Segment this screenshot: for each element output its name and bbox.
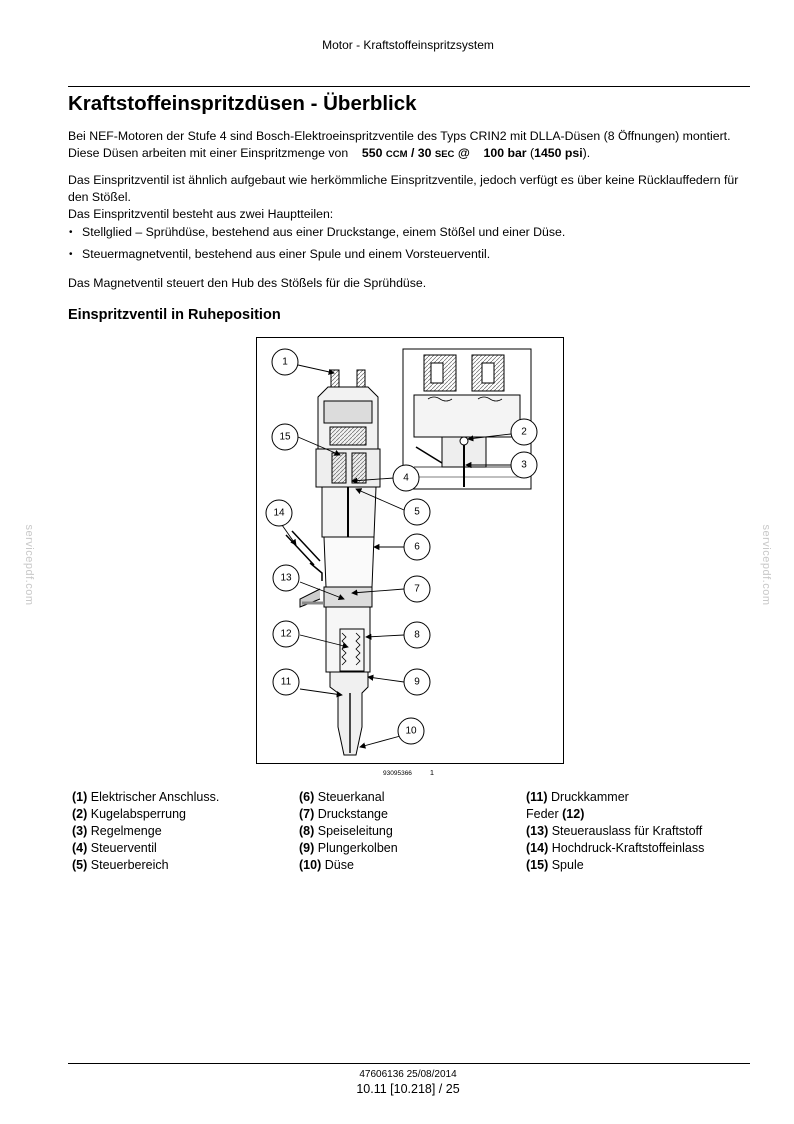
legend-column-3: [526, 789, 704, 874]
intro-text: Bei NEF-Motoren der Stufe 4 sind Bosch-Elektroeinspritzventile des Typs CRIN2 mit DLLA-Düsen (8 Öffnungen) montiert. Diese Düsen arbeiten mit einer Einspritzmenge von: [68, 129, 731, 160]
legend-column-1: [72, 789, 219, 874]
intro-paragraph: [68, 128, 750, 163]
construction-text-1: Das Einspritzventil ist ähnlich aufgebaut wie herkömmliche Einspritzventile, jedoch verfügt es über keine Rücklauffedern für den Stößel.: [68, 173, 739, 204]
legend-item: (14) Hochdruck-Kraftstoffeinlass: [526, 841, 705, 855]
callout-4: 4: [403, 472, 409, 484]
spec-psi-open: (: [530, 146, 535, 160]
legend-column-2: [299, 789, 398, 874]
callout-12: 12: [280, 628, 292, 640]
legend-item: (4) Steuerventil: [72, 841, 157, 855]
callout-6: 6: [414, 541, 420, 553]
spec-at: @: [457, 146, 470, 160]
legend-item: (7) Druckstange: [299, 807, 388, 821]
header-rule: [68, 86, 750, 87]
spec-psi-close: ).: [582, 146, 591, 160]
legend-item: (2) Kugelabsperrung: [72, 807, 186, 821]
callout-11: 11: [280, 676, 292, 688]
figure-reference: [383, 768, 434, 777]
watermark-left: servicepdf.com: [23, 524, 35, 606]
callout-8: 8: [414, 629, 420, 641]
callout-5: 5: [414, 506, 420, 518]
legend-item: (13) Steuerauslass für Kraftstoff: [526, 824, 703, 838]
legend-item: (1) Elektrischer Anschluss.: [72, 790, 220, 804]
section-title: Kraftstoffeinspritzdüsen - Überblick: [68, 92, 417, 115]
injector-diagram: [256, 337, 564, 764]
footer-doc-reference: 47606136 25/08/2014: [359, 1069, 457, 1080]
legend-item: (9) Plungerkolben: [299, 841, 398, 855]
legend-item: (3) Regelmenge: [72, 824, 162, 838]
spec-pressure: 100 bar: [483, 146, 527, 160]
spec-unit-ccm: CCM: [385, 149, 408, 160]
callout-2: 2: [521, 426, 527, 438]
footer-page-number: 10.11 [10.218] / 25: [356, 1082, 460, 1096]
watermark-right: servicepdf.com: [760, 524, 772, 606]
subsection-title: Einspritzventil in Ruheposition: [68, 307, 281, 323]
spec-quantity: 550: [361, 146, 383, 160]
callout-7: 7: [414, 583, 420, 595]
callout-1: 1: [282, 356, 288, 368]
figure-ref-code: 93095366: [383, 770, 412, 777]
construction-text-2: Das Einspritzventil besteht aus zwei Hauptteilen:: [68, 207, 334, 221]
legend-item: (8) Speiseleitung: [299, 824, 393, 838]
legend-item: (6) Steuerkanal: [299, 790, 385, 804]
callout-13: 13: [280, 572, 292, 584]
legend-item: (5) Steuerbereich: [72, 858, 169, 872]
legend-item: (15) Spule: [526, 858, 584, 872]
list-item: • Stellglied – Sprühdüse, bestehend aus einer Druckstange, einem Stößel und einer Düse.: [68, 224, 750, 241]
spec-psi: 1450 psi: [534, 146, 583, 160]
callout-14: 14: [273, 507, 285, 519]
spec-separator: / 30: [410, 146, 432, 160]
spec-unit-sec: SEC: [434, 149, 455, 160]
legend-item: (11) Druckkammer: [526, 790, 629, 804]
main-parts-list: [68, 224, 750, 263]
callout-15: 15: [279, 431, 291, 443]
list-item: • Steuermagnetventil, bestehend aus einer Spule und einem Vorsteuerventil.: [68, 246, 750, 263]
footer-rule: [68, 1063, 750, 1064]
solenoid-paragraph: Das Magnetventil steuert den Hub des Stößels für die Sprühdüse.: [68, 276, 427, 290]
figure-ref-index: 1: [429, 768, 435, 777]
legend-item: Feder (12): [526, 807, 585, 821]
legend-item: (10) Düse: [299, 858, 354, 872]
running-header: Motor - Kraftstoffeinspritzsystem: [322, 38, 494, 52]
callout-3: 3: [521, 459, 527, 471]
callout-10: 10: [405, 725, 417, 737]
callout-9: 9: [414, 676, 420, 688]
construction-paragraph: [68, 172, 750, 223]
